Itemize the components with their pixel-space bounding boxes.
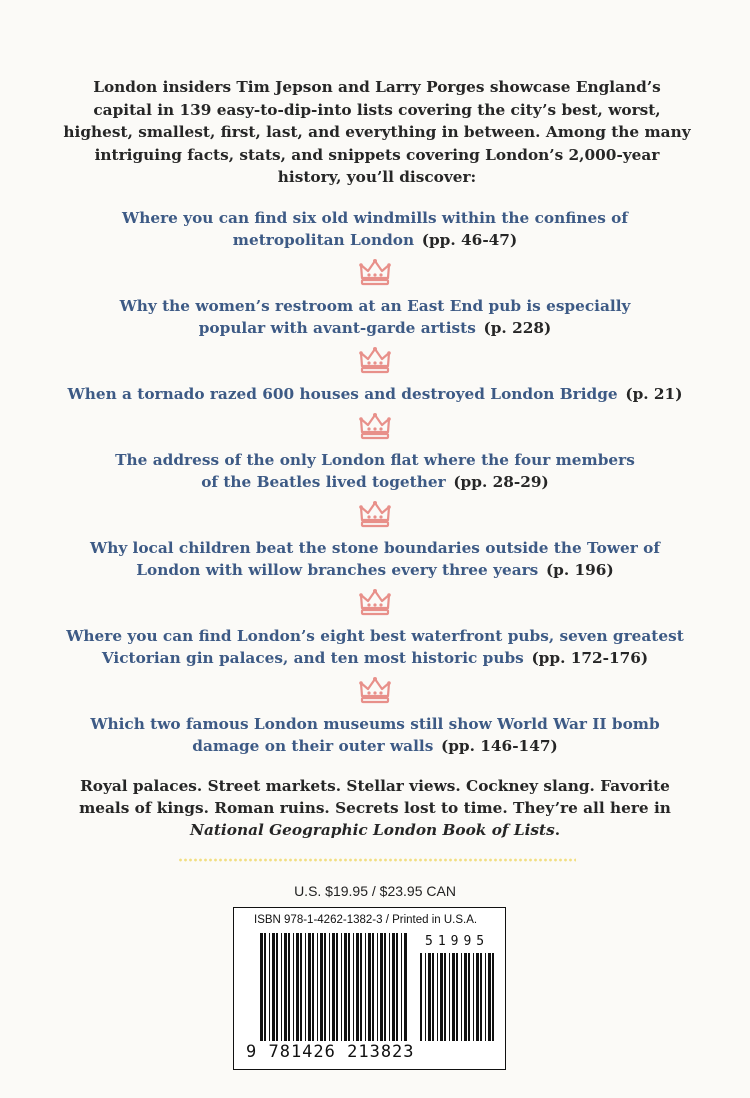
fact-text: Where you can find six old windmills within the confines of <box>122 209 628 227</box>
barcode-bar <box>276 933 278 1041</box>
page-reference: (p. 21) <box>625 385 683 403</box>
barcode-bar <box>269 933 270 1041</box>
page-reference: (pp. 146-147) <box>440 737 558 755</box>
fact-text: London with willow branches every three years <box>136 561 539 579</box>
fact-text: damage on their outer walls <box>192 737 434 755</box>
barcode-digits: 9 781426 213823 <box>246 1042 415 1062</box>
fact-text: Which two famous London museums still show World War II bomb <box>90 715 660 733</box>
outro-text: Royal palaces. Street markets. Stellar views. Cockney slang. Favorite meals of kings. Roman ruins. Secrets lost to time. They’re all here in <box>79 777 671 817</box>
outro-end: . <box>554 821 561 839</box>
barcode-bar <box>449 953 450 1041</box>
barcode-bar <box>452 953 455 1041</box>
fact-text: metropolitan London <box>232 231 415 249</box>
barcode-bar <box>384 933 386 1041</box>
barcode-bar <box>468 953 470 1041</box>
dotted-divider <box>178 858 576 862</box>
barcode-bar <box>341 933 342 1041</box>
fact-text: of the Beatles lived together <box>201 473 446 491</box>
page-reference: (pp. 46-47) <box>421 231 518 249</box>
barcode-bar <box>305 933 306 1041</box>
crown-icon <box>358 411 392 441</box>
barcode-bar <box>360 933 362 1041</box>
barcode-bar <box>396 933 398 1041</box>
barcode-bar <box>329 933 330 1041</box>
fact-item <box>60 295 690 339</box>
barcode-bar <box>324 933 326 1041</box>
outro-paragraph <box>60 775 690 841</box>
barcode-bar <box>404 933 407 1041</box>
fact-text: The address of the only London flat where the four members <box>115 451 635 469</box>
barcode-bar <box>296 933 299 1041</box>
barcode-bar <box>461 953 462 1041</box>
fact-text: popular with avant-garde artists <box>198 319 476 337</box>
fact-item <box>60 625 690 669</box>
book-title: National Geographic London Book of Lists <box>189 821 555 839</box>
barcode-bar <box>284 933 287 1041</box>
barcode-bar <box>348 933 350 1041</box>
barcode-bar <box>320 933 323 1041</box>
barcode-bar <box>332 933 335 1041</box>
fact-text: When a tornado razed 600 houses and destroyed London Bridge <box>67 385 618 403</box>
fact-item <box>60 713 690 757</box>
barcode-bar <box>372 933 374 1041</box>
barcode-bar <box>492 953 494 1041</box>
barcode-bar <box>293 933 294 1041</box>
fact-text: Where you can find London’s eight best waterfront pubs, seven greatest <box>66 627 684 645</box>
barcode-bar <box>281 933 282 1041</box>
barcode-bar <box>401 933 402 1041</box>
barcode-bar <box>288 933 290 1041</box>
barcode-bar <box>456 953 458 1041</box>
facts-list <box>60 207 690 757</box>
barcode-bar <box>425 953 426 1041</box>
page-reference: (p. 196) <box>545 561 614 579</box>
barcode-bar <box>353 933 354 1041</box>
fact-item <box>60 383 690 405</box>
barcode-bar <box>488 953 491 1041</box>
barcode-bar <box>476 953 479 1041</box>
barcode-bar <box>300 933 302 1041</box>
fact-item <box>60 449 690 493</box>
barcode-bar <box>344 933 347 1041</box>
crown-icon <box>358 675 392 705</box>
barcode-bar <box>377 933 378 1041</box>
barcode-bar <box>389 933 390 1041</box>
barcode-bar <box>473 953 474 1041</box>
price-label: U.S. $19.95 / $23.95 CAN <box>294 883 456 899</box>
barcode-bar <box>336 933 338 1041</box>
page-reference: (pp. 172-176) <box>531 649 649 667</box>
barcode-bar <box>464 953 467 1041</box>
barcode-bar <box>440 953 443 1041</box>
barcode-bar <box>312 933 314 1041</box>
barcode-bar <box>264 933 266 1041</box>
barcode-bar <box>260 933 263 1041</box>
crown-icon <box>358 587 392 617</box>
fact-text: Why local children beat the stone boundaries outside the Tower of <box>90 539 660 557</box>
barcode-bar <box>356 933 359 1041</box>
fact-item <box>60 207 690 251</box>
intro-paragraph: London insiders Tim Jepson and Larry Porges showcase England’s capital in 139 easy-to-dip-into lists covering the city’s best, worst, highest, smallest, first, last, and everything in between. Among the many intriguing facts, stats, and snippets covering London’s 2,000-year history, you’ll discover: <box>63 78 691 186</box>
crown-icon <box>358 257 392 287</box>
crown-icon <box>358 499 392 529</box>
crown-icon <box>358 345 392 375</box>
barcode-bar <box>420 953 422 1041</box>
isbn-label: ISBN 978-1-4262-1382-3 / Printed in U.S.A. <box>254 914 478 926</box>
barcode-bar <box>272 933 275 1041</box>
barcode-bar <box>365 933 366 1041</box>
page-reference: (pp. 28-29) <box>453 473 549 491</box>
barcode-box <box>233 907 506 1070</box>
barcode-bar <box>428 953 431 1041</box>
barcode-bar <box>480 953 482 1041</box>
fact-text: Victorian gin palaces, and ten most historic pubs <box>101 649 524 667</box>
fact-item <box>60 537 690 581</box>
barcode-bar <box>485 953 486 1041</box>
barcode-bar <box>380 933 383 1041</box>
barcode-bar <box>437 953 438 1041</box>
fact-text: Why the women’s restroom at an East End pub is especially <box>119 297 631 315</box>
barcode-bar <box>444 953 446 1041</box>
barcode-bar <box>392 933 395 1041</box>
barcode-bar <box>432 953 434 1041</box>
price-code-digits: 51995 <box>425 934 490 949</box>
page-reference: (p. 228) <box>483 319 552 337</box>
barcode-bar <box>317 933 318 1041</box>
barcode-bar <box>368 933 371 1041</box>
barcode-bar <box>308 933 311 1041</box>
